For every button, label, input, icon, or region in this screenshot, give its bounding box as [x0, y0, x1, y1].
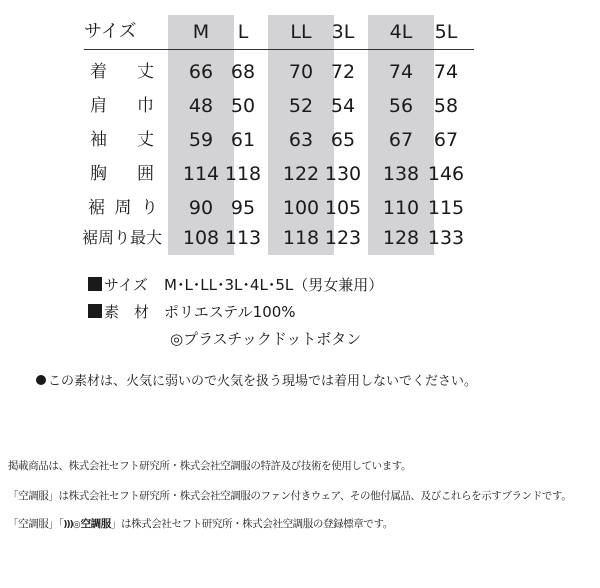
- table-cell: 50: [230, 95, 256, 117]
- size-header-l: L: [237, 21, 249, 43]
- header-divider: [84, 49, 474, 50]
- table-cell: 61: [230, 129, 256, 151]
- table-cell: 68: [230, 61, 256, 83]
- table-cell: 66: [188, 61, 214, 83]
- spec-size-label: サイズ: [104, 276, 148, 294]
- row-label-shoulder: 肩 巾: [90, 96, 154, 116]
- fire-warning-text: この素材は、火気に弱いので火気を扱う現場では着用しないでください。: [48, 374, 478, 389]
- table-cell: 54: [330, 95, 356, 117]
- logo-text: 空調服: [80, 518, 111, 530]
- table-cell: 133: [427, 227, 465, 249]
- table-cell: 122: [282, 163, 320, 185]
- table-cell: 108: [182, 227, 220, 249]
- row-label-chest: 胸 囲: [90, 164, 154, 184]
- table-cell: 118: [224, 163, 262, 185]
- table-cell: 138: [382, 163, 420, 185]
- table-cell: 58: [433, 95, 459, 117]
- table-cell: 95: [230, 197, 256, 219]
- table-cell: 72: [330, 61, 356, 83]
- fine-print-brand: 「空調服」は株式会社セフト研究所・株式会社空調服のファン付きウェア、その他付属品、及びこれらを示すブランドです。: [8, 490, 572, 502]
- table-cell: 114: [182, 163, 220, 185]
- table-cell: 59: [188, 129, 214, 151]
- spec-material-row: [88, 301, 296, 322]
- table-cell: 67: [388, 129, 414, 151]
- table-cell: 52: [288, 95, 314, 117]
- row-label-sleeve: 袖 丈: [90, 130, 154, 150]
- size-header-ll: LL: [290, 21, 312, 43]
- spec-size-row: [88, 274, 383, 295]
- table-cell: 123: [324, 227, 362, 249]
- table-cell: 65: [330, 129, 356, 151]
- table-cell: 115: [427, 197, 465, 219]
- table-cell: 113: [224, 227, 262, 249]
- spec-size-value: M･L･LL･3L･4L･5L（男女兼用）: [164, 276, 384, 294]
- table-cell: 70: [288, 61, 314, 83]
- table-cell: 74: [433, 61, 459, 83]
- row-label-hem-max: 裾周り最大: [82, 228, 163, 247]
- size-table: [84, 15, 474, 255]
- spec-material-value: ポリエステル100%: [164, 303, 296, 321]
- spec-button-value: ◎プラスチックドットボタン: [170, 330, 362, 348]
- fine-print-trademark-suffix: 」は株式会社セフト研究所・株式会社空調服の登録標章です。: [110, 518, 393, 530]
- size-header-5l: 5L: [434, 21, 458, 43]
- size-header-label: サイズ: [84, 21, 137, 42]
- spec-button-row: [170, 328, 361, 349]
- fan-wave-icon: )))◎: [63, 520, 80, 530]
- fire-warning-notice: [36, 370, 477, 389]
- table-cell: 110: [382, 197, 420, 219]
- fine-print-trademark: [8, 516, 393, 531]
- circle-bullet-icon: [36, 375, 46, 385]
- table-cell: 56: [388, 95, 414, 117]
- table-cell: 48: [188, 95, 214, 117]
- size-header-3l: 3L: [331, 21, 355, 43]
- table-cell: 118: [282, 227, 320, 249]
- size-header-m: M: [192, 21, 210, 43]
- table-cell: 63: [288, 129, 314, 151]
- row-label-length: 着 丈: [90, 62, 154, 82]
- kuchofuku-logo: [63, 516, 111, 531]
- square-bullet-icon: [88, 304, 102, 318]
- table-cell: 90: [188, 197, 214, 219]
- table-cell: 67: [433, 129, 459, 151]
- table-cell: 105: [324, 197, 362, 219]
- table-cell: 128: [382, 227, 420, 249]
- square-bullet-icon: [88, 277, 102, 291]
- row-label-hem: 裾周り: [88, 198, 158, 218]
- size-header-4l: 4L: [389, 21, 413, 43]
- table-cell: 100: [282, 197, 320, 219]
- spec-material-label: 素 材: [104, 303, 150, 321]
- fine-print-patent: 掲載商品は、株式会社セフト研究所・株式会社空調服の特許及び技術を使用しています。: [8, 460, 412, 472]
- table-cell: 130: [324, 163, 362, 185]
- table-cell: 146: [427, 163, 465, 185]
- fine-print-trademark-prefix: 「空調服」「: [8, 518, 64, 530]
- table-cell: 74: [388, 61, 414, 83]
